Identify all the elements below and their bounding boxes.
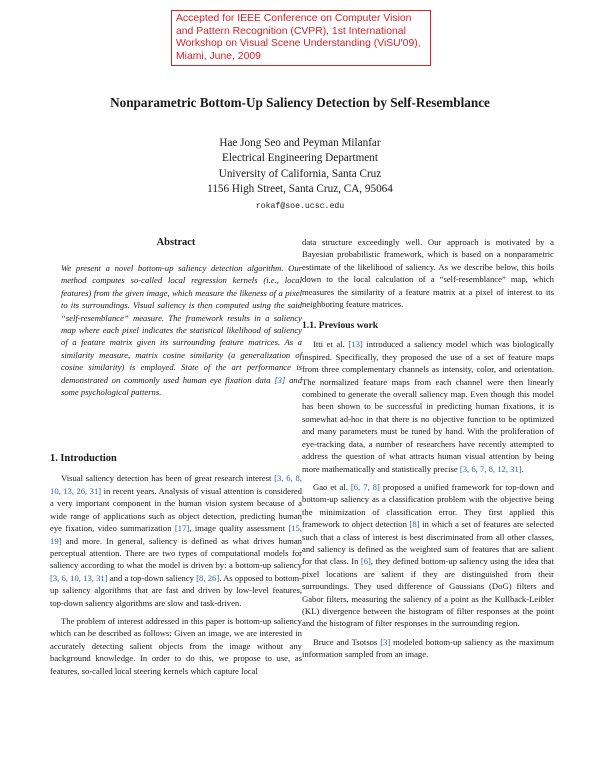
author-department: Electrical Engineering Department	[222, 152, 378, 165]
right-column	[302, 236, 554, 661]
citation-link[interactable]: [3]	[274, 374, 286, 385]
citation-link[interactable]: [8]	[409, 519, 420, 530]
citation-link[interactable]: [15, 19]	[50, 523, 303, 546]
text-run: introduced a saliency model which was biologically inspired. Specifically, they proposed the use of a set of feature maps from three complementary channels as intensity, color, and orientation. The normalized feature maps from each channel were then linearly combined to generate the overall saliency map. Even though this model has been shown to be successful in predicting human fixations, it is somewhat ad-hoc in that there is no objective function to be optimized and many parameters must be tuned by hand. With the proliferation of eye-tracking data, a number of researchers have recently attempted to address the question of what attracts human visual attention by being more mathematically and statistically precise	[302, 339, 554, 474]
abstract-heading: Abstract	[156, 237, 196, 248]
abstract-body	[61, 262, 302, 398]
abstract-text: We present a novel bottom-up saliency detection algorithm. Our method computes so-called local regression kernels (i.e., local features) from the given image, which measure the likeness of a pixel to its surroundings. Visual saliency is then computed using the said “self-resemblance” measure. The framework results in a saliency map where each pixel indicates the statistical likelihood of saliency of a feature matrix given its surrounding feature matrices. As a similarity measure, matrix cosine similarity (a generalization of cosine similarity) is employed. State of the art performance is demonstrated on commonly used human eye fixation data	[61, 263, 302, 385]
previous-work-heading: 1.1. Previous work	[302, 320, 379, 332]
text-run: , they defined bottom-up saliency using the idea that pixel locations are salient if they are distinguished from their surroundings. They used difference of Gaussians (DoG) filters and Gabor filters, measuring the saliency of a point as the Kullback-Leibler (KL) divergence between the histogram of filter responses at the point and the histogram of filter responses in the surrounding region.	[302, 556, 554, 629]
previous-work-paragraph-2	[302, 481, 554, 630]
intro-paragraph-2: The problem of interest addressed in this paper is bottom-up saliency which can be described as follows: Given an image, we are interested in accurately detecting salient objects from the image without any background knowledge. In order to do this, we propose to use, as features, so-called local steering kernels which capture local	[50, 615, 302, 676]
author-names: Hae Jong Seo and Peyman Milanfar	[219, 137, 381, 149]
text-run: and a top-down saliency	[107, 572, 197, 583]
citation-link[interactable]: [6, 7, 8]	[350, 481, 380, 492]
text-run: Bruce and Tsotsos	[313, 636, 381, 647]
abstract-text-end: and some psychological patterns.	[61, 374, 303, 398]
citation-link[interactable]: [6]	[360, 556, 371, 567]
author-email[interactable]: rokaf@soe.ucsc.edu	[255, 201, 345, 211]
introduction-heading: 1. Introduction	[50, 453, 117, 465]
right-paragraph-1: data structure exceedingly well. Our approach is motivated by a Bayesian probabilistic framework, which is based on a nonparametric estimate of the likelihood of saliency. As we describe below, this boils down to the local calculation of a “self-resemblance” map, which measures the similarity of a feature matrix at a pixel of interest to its neighboring feature matrices.	[302, 237, 554, 310]
author-university: University of California, Santa Cruz	[218, 167, 382, 180]
text-run: and more. In general, saliency is defined as what drives human perceptual attention. There are two types of computational models for saliency according to what the model is driven by: a bottom-up saliency	[50, 535, 302, 571]
previous-work-paragraph-3	[302, 636, 554, 661]
text-run: modeled bottom-up saliency as the maximum information sampled from an image.	[302, 636, 554, 660]
previous-work-paragraph-1	[302, 338, 554, 474]
text-run: proposed a unified framework for top-down and bottom-up saliency as a classification problem with the objective being the minimization of classification error. They first applied this framework to object detection	[302, 481, 554, 530]
text-run: in recent years. Analysis of visual attention is considered a very important component in the human vision system because of a wide range of applications such as object detection, predicting human eye fixation, video summarization	[50, 485, 302, 534]
abstract-paragraph	[61, 262, 302, 398]
citation-link[interactable]: [3, 6, 8, 10, 13, 26, 31]	[50, 473, 303, 496]
paper-title: Nonparametric Bottom-Up Saliency Detection by Self-Resemblance	[110, 95, 490, 110]
author-address: 1156 High Street, Santa Cruz, CA, 95064	[207, 183, 393, 196]
left-column	[50, 236, 302, 677]
text-run: Visual saliency detection has been of great research interest	[61, 473, 275, 484]
text-run: Itti et al.	[313, 339, 349, 350]
citation-link[interactable]: [8, 26]	[196, 572, 220, 583]
text-run: . As opposed to bottom-up saliency algorithms that are fast and driven by low-level features, top-down saliency algorithms are slow and task-driven.	[50, 572, 302, 608]
text-run: in which a set of features are selected such that a class of interest is best discriminated from all other classes, and saliency is defined as the weighted sum of features that are salient for that class. In	[302, 519, 554, 567]
author-block	[0, 136, 600, 213]
citation-link[interactable]: [3, 6, 7, 8, 12, 31]	[459, 463, 522, 474]
publication-notice: Accepted for IEEE Conference on Computer Vision and Pattern Recognition (CVPR), 1st International Workshop on Visual Scene Understanding (ViSU'09), Miami, June, 2009	[171, 10, 431, 66]
intro-paragraph-1	[50, 472, 302, 608]
text-run: .	[521, 463, 524, 474]
text-run: Gao et al.	[313, 481, 351, 492]
citation-link[interactable]: [3]	[380, 636, 391, 647]
text-run: , image quality assessment	[189, 523, 289, 534]
citation-link[interactable]: [13]	[348, 339, 363, 350]
citation-link[interactable]: [3, 6, 10, 13, 31]	[50, 572, 108, 583]
citation-link[interactable]: [17]	[174, 523, 190, 534]
